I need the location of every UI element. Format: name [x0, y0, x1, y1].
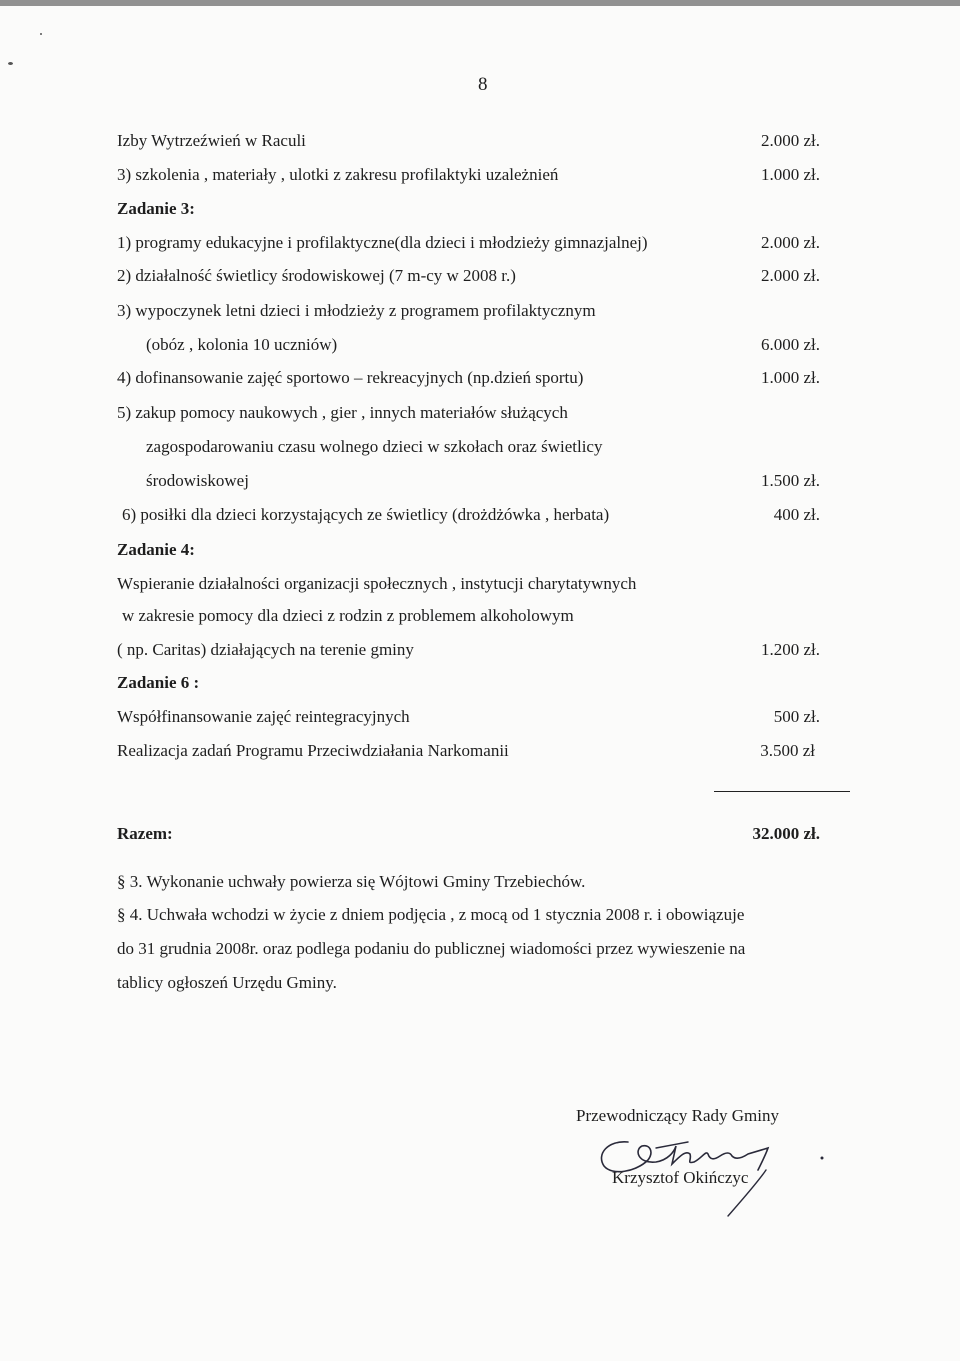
row-text: środowiskowej [146, 471, 249, 490]
paragraph-3: § 3. Wykonanie uchwały powierza się Wójtowi Gminy Trzebiechów. [117, 872, 586, 891]
page-number: 8 [478, 74, 488, 95]
row-amount: 1.000 zł. [760, 368, 820, 387]
row-text: 2) działalność świetlicy środowiskowej (7 m-cy w 2008 r.) [117, 266, 516, 285]
heading-text: Zadanie 3: [117, 199, 195, 218]
row-text: zagospodarowaniu czasu wolnego dzieci w szkołach oraz świetlicy [146, 437, 603, 456]
row-amount: 1.000 zł. [760, 165, 820, 184]
paragraph-4-line-1: § 4. Uchwała wchodzi w życie z dniem podjęcia , z mocą od 1 stycznia 2008 r. i obowiązuje [117, 905, 745, 924]
row-text: Wspieranie działalności organizacji społecznych , instytucji charytatywnych [117, 574, 637, 593]
total-label: Razem: [117, 824, 173, 843]
total-amount: 32.000 zł. [752, 824, 820, 843]
row-text: w zakresie pomocy dla dzieci z rodzin z problemem alkoholowym [122, 606, 574, 625]
row-text: 4) dofinansowanie zajęć sportowo – rekreacyjnych (np.dzień sportu) [117, 368, 584, 387]
row-amount: 2.000 zł. [760, 266, 820, 285]
row-amount: 2.000 zł. [760, 233, 820, 252]
paragraph-4-line-3: tablicy ogłoszeń Urzędu Gminy. [117, 973, 337, 992]
heading-text: Zadanie 6 : [117, 673, 200, 692]
scan-speck [8, 62, 13, 65]
row-text: (obóz , kolonia 10 uczniów) [146, 335, 338, 354]
heading-text: Zadanie 4: [117, 540, 195, 559]
row-text: Współfinansowanie zajęć reintegracyjnych [117, 707, 410, 726]
row-text: 6) posiłki dla dzieci korzystających ze świetlicy (drożdżówka , herbata) [122, 505, 610, 524]
row-text: 5) zakup pomocy naukowych , gier , innych materiałów służących [117, 403, 568, 422]
paragraph-4-line-2: do 31 grudnia 2008r. oraz podlega podaniu do publicznej wiadomości przez wywieszenie na [117, 939, 746, 958]
row-amount: 3.500 zł [760, 741, 815, 760]
sum-rule [714, 791, 850, 792]
row-amount: 500 zł. [773, 707, 820, 726]
row-text: ( np. Caritas) działających na terenie gminy [117, 640, 414, 659]
row-text: 1) programy edukacyjne i profilaktyczne(dla dzieci i młodzieży gimnazjalnej) [117, 233, 648, 252]
scan-speck [40, 33, 42, 35]
row-amount: 1.500 zł. [760, 471, 820, 490]
row-text: 3) szkolenia , materiały , ulotki z zakresu profilaktyki uzależnień [117, 165, 559, 184]
row-amount: 400 zł. [773, 505, 820, 524]
row-amount: 1.200 zł. [760, 640, 820, 659]
signatory-name: Krzysztof Okińczyc [612, 1168, 749, 1187]
row-text: 3) wypoczynek letni dzieci i młodzieży z programem profilaktycznym [117, 301, 596, 320]
row-amount: 6.000 zł. [760, 335, 820, 354]
signatory-title: Przewodniczący Rady Gminy [576, 1106, 779, 1125]
row-text: Realizacja zadań Programu Przeciwdziałania Narkomanii [117, 741, 509, 760]
row-text: Izby Wytrzeźwień w Raculi [117, 131, 306, 150]
row-amount: 2.000 zł. [760, 131, 820, 150]
scan-top-edge [0, 0, 960, 6]
